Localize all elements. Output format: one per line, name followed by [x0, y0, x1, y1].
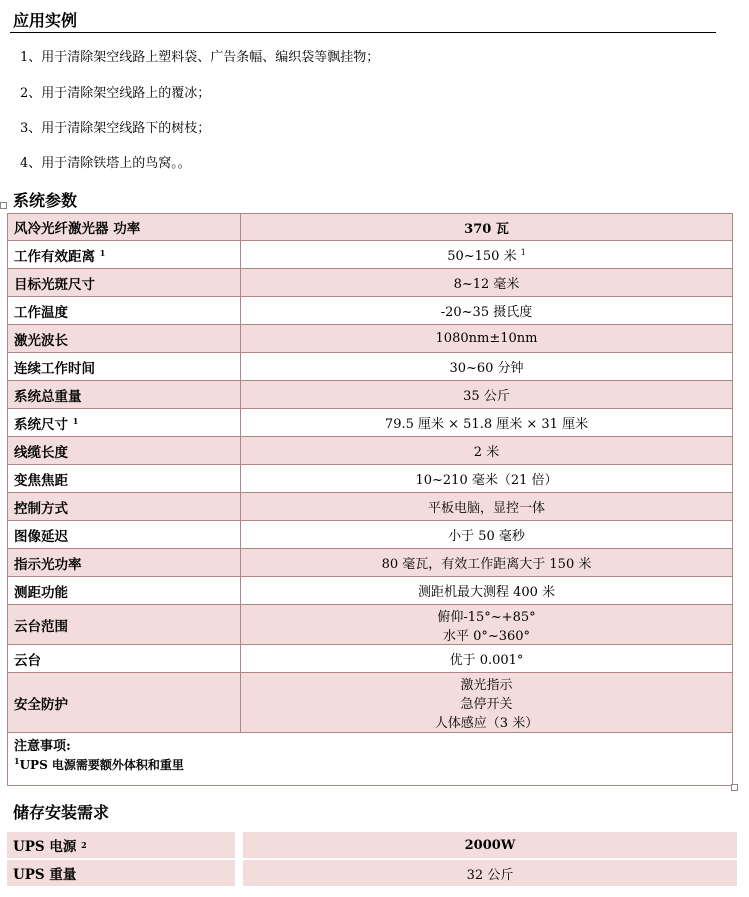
param-value: 10~210 毫米（21 倍） [241, 465, 733, 493]
param-label: 云台 [8, 645, 241, 673]
table-resize-handle[interactable] [731, 784, 738, 791]
param-row [8, 605, 733, 645]
param-label: 指示光功率 [8, 549, 241, 577]
param-row [8, 325, 733, 353]
storage-value: 32 公斤 [243, 860, 737, 886]
table-move-handle[interactable] [0, 202, 7, 209]
param-label: 变焦焦距 [8, 465, 241, 493]
notes-row [8, 733, 733, 786]
param-row [8, 673, 733, 733]
param-label: 系统尺寸 $^1$ [8, 409, 241, 437]
param-row [8, 493, 733, 521]
param-row [8, 577, 733, 605]
param-row [8, 465, 733, 493]
storage-table [7, 832, 737, 888]
notes-title: 注意事项: [14, 739, 71, 754]
param-row [8, 645, 733, 673]
param-value: 50~150 米 $^1$ [241, 241, 733, 269]
param-row [8, 269, 733, 297]
application-item: 2、用于清除架空线路上的覆冰； [20, 86, 211, 101]
param-value: 8~12 毫米 [241, 269, 733, 297]
storage-label: UPS 电源 2 [7, 832, 235, 858]
storage-label: UPS 重量 [7, 860, 235, 886]
storage-title: 储存安装需求 [13, 803, 110, 822]
param-label: 云台范围 [8, 605, 241, 645]
param-label: 系统总重量 [8, 381, 241, 409]
param-value: 测距机最大测程 400 米 [241, 577, 733, 605]
param-value: 35 公斤 [241, 381, 733, 409]
param-row [8, 409, 733, 437]
storage-row [7, 860, 737, 886]
param-value: 激光指示 急停开关 人体感应（3 米） [241, 673, 733, 733]
param-value: 1080nm±10nm [241, 325, 733, 353]
application-title: 应用实例 [13, 11, 78, 30]
param-value: 俯仰-15°~+85° 水平 0°~360° [241, 605, 733, 645]
param-row [8, 381, 733, 409]
param-label: 激光波长 [8, 325, 241, 353]
application-item: 4、用于清除铁塔上的鸟窝。。 [20, 156, 191, 171]
param-value: 79.5 厘米 × 51.8 厘米 × 31 厘米 [241, 409, 733, 437]
storage-value: 2000W [243, 832, 737, 858]
param-label: 测距功能 [8, 577, 241, 605]
param-value: 80 毫瓦，有效工作距离大于 150 米 [241, 549, 733, 577]
param-value: 370 瓦 [241, 214, 733, 241]
param-label: 工作有效距离 $^1$ [8, 241, 241, 269]
title-underline [10, 32, 716, 33]
storage-row [7, 832, 737, 858]
param-label: 线缆长度 [8, 437, 241, 465]
param-value: 2 米 [241, 437, 733, 465]
param-label: 连续工作时间 [8, 353, 241, 381]
param-value: 优于 0.001° [241, 645, 733, 673]
param-label: 风冷光纤激光器 功率 [8, 214, 241, 241]
param-label: 安全防护 [8, 673, 241, 733]
application-item: 1、用于清除架空线路上塑料袋、广告条幅、编织袋等飘挂物； [20, 50, 380, 65]
param-label: 控制方式 [8, 493, 241, 521]
system-title: 系统参数 [13, 191, 78, 210]
param-row [8, 241, 733, 269]
notes-cell [8, 733, 733, 786]
param-row [8, 521, 733, 549]
param-row [8, 353, 733, 381]
param-value: 平板电脑，显控一体 [241, 493, 733, 521]
param-row [8, 297, 733, 325]
notes-line: $^1$UPS 电源需要额外体积和重里 [14, 756, 184, 772]
param-label: 图像延迟 [8, 521, 241, 549]
param-value: -20~35 摄氏度 [241, 297, 733, 325]
system-params-table [7, 213, 733, 786]
param-value: 30~60 分钟 [241, 353, 733, 381]
param-value: 小于 50 毫秒 [241, 521, 733, 549]
param-row [8, 549, 733, 577]
param-label: 工作温度 [8, 297, 241, 325]
param-row [8, 437, 733, 465]
application-item: 3、用于清除架空线路下的树枝； [20, 121, 211, 136]
param-row [8, 214, 733, 241]
param-label: 目标光斑尺寸 [8, 269, 241, 297]
